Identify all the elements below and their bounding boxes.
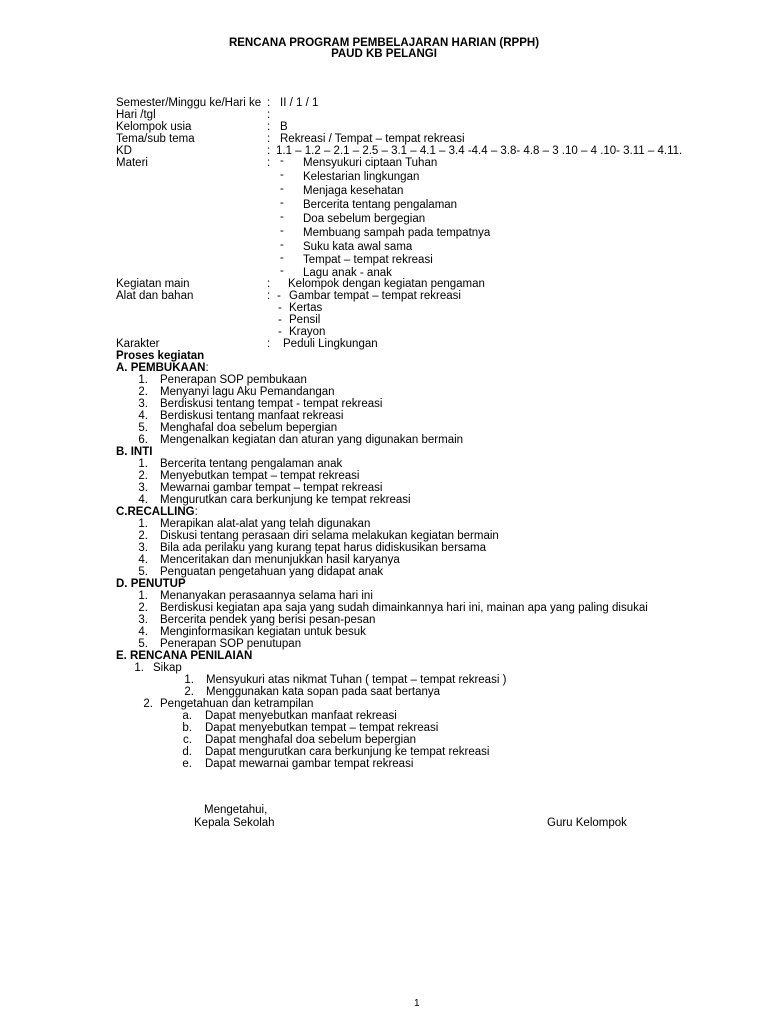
pk-item-letter: c. xyxy=(183,734,192,746)
info-label: Kelompok usia xyxy=(116,121,192,133)
materi-item-text: Lagu anak - anak xyxy=(303,267,392,279)
section-item-text: Bila ada perilaku yang kurang tepat harus didiskusikan bersama xyxy=(160,542,487,554)
materi-item-text: Membuang sampah pada tempatnya xyxy=(303,227,491,239)
pk-number: 2. xyxy=(143,698,153,710)
materi-dash: - xyxy=(280,197,284,209)
kegiatan-main-value: Kelompok dengan kegiatan pengaman xyxy=(288,278,485,290)
alat-bahan-dash: - xyxy=(278,314,282,326)
section-item-text: Menyebutkan tempat – tempat rekreasi xyxy=(160,470,360,482)
section-item-number: 6. xyxy=(138,434,148,446)
signature-guru-kelompok: Guru Kelompok xyxy=(547,817,627,829)
info-label: Tema/sub tema xyxy=(116,133,195,145)
section-item-number: 4. xyxy=(138,626,148,638)
karakter-colon: : xyxy=(267,338,271,350)
alat-bahan-dash: - xyxy=(278,326,282,338)
section-heading-text: C.RECALLING xyxy=(116,506,195,518)
section-heading-text: A. PEMBUKAAN xyxy=(116,362,206,374)
info-colon: : xyxy=(267,121,271,133)
section-item-number: 5. xyxy=(138,422,148,434)
section-item-text: Menceritakan dan menunjukkan hasil karyanya xyxy=(160,554,400,566)
section-heading-colon: : xyxy=(205,362,209,374)
section-item-text: Penguatan pengetahuan yang didapat anak xyxy=(160,566,384,578)
section-item-text: Berdiskusi tentang tempat - tempat rekreasi xyxy=(160,398,383,410)
section-item-number: 4. xyxy=(138,494,148,506)
materi-colon: : xyxy=(267,157,271,169)
section-item-text: Bercerita pendek yang berisi pesan-pesan xyxy=(160,614,376,626)
section-item-number: 3. xyxy=(138,398,148,410)
page-number: 1 xyxy=(414,998,420,1009)
section-heading xyxy=(116,446,152,458)
karakter-value: Peduli Lingkungan xyxy=(283,338,378,350)
info-colon: : xyxy=(267,133,271,145)
alat-bahan-label: Alat dan bahan xyxy=(116,290,194,302)
section-item-text: Menginformasikan kegiatan untuk besuk xyxy=(160,626,366,638)
materi-dash: - xyxy=(280,239,284,251)
section-item-number: 1. xyxy=(138,374,148,386)
section-item-number: 2. xyxy=(138,602,148,614)
info-colon: : xyxy=(267,145,271,157)
section-item-text: Mewarnai gambar tempat – tempat rekreasi xyxy=(160,482,383,494)
section-item-text: Menghafal doa sebelum bepergian xyxy=(160,422,338,434)
section-heading xyxy=(116,506,198,518)
info-label: Hari /tgl xyxy=(116,109,156,121)
alat-bahan-item-text: Kertas xyxy=(289,302,323,314)
section-item-number: 1. xyxy=(138,590,148,602)
section-item-number: 3. xyxy=(138,614,148,626)
section-item-text: Penerapan SOP pembukaan xyxy=(160,374,307,386)
section-item-number: 3. xyxy=(138,542,148,554)
materi-item-text: Bercerita tentang pengalaman xyxy=(303,199,458,211)
section-item-text: Merapikan alat-alat yang telah digunakan xyxy=(160,518,371,530)
section-item-text: Mengenalkan kegiatan dan aturan yang digunakan bermain xyxy=(160,434,464,446)
pk-item-text: Dapat menyebutkan manfaat rekreasi xyxy=(205,710,397,722)
sikap-item-text: Menggunakan kata sopan pada saat bertanya xyxy=(206,686,441,698)
document-subtitle: PAUD KB PELANGI xyxy=(331,48,437,60)
alat-bahan-item-text: Pensil xyxy=(289,314,321,326)
proses-kegiatan-label: Proses kegiatan xyxy=(116,350,205,362)
section-item-number: 1. xyxy=(138,458,148,470)
info-value: II / 1 / 1 xyxy=(280,97,319,109)
section-heading-colon: : xyxy=(194,506,198,518)
alat-bahan-item-text: Krayon xyxy=(289,326,326,338)
karakter-label: Karakter xyxy=(116,338,160,350)
info-label: Semester/Minggu ke/Hari ke xyxy=(116,97,262,109)
info-value: Rekreasi / Tempat – tempat rekreasi xyxy=(280,133,465,145)
pk-item-letter: a. xyxy=(182,710,192,722)
sikap-item-text: Mensyukuri atas nikmat Tuhan ( tempat – tempat rekreasi ) xyxy=(206,674,507,686)
signature-mengetahui: Mengetahui, xyxy=(204,804,268,816)
section-item-number: 2. xyxy=(138,386,148,398)
alat-bahan-dash: - xyxy=(278,302,282,314)
materi-dash: - xyxy=(280,252,284,264)
info-value: B xyxy=(280,121,288,133)
section-heading xyxy=(116,362,209,374)
materi-label: Materi xyxy=(116,157,148,169)
section-item-text: Menyanyi lagu Aku Pemandangan xyxy=(160,386,335,398)
materi-item-text: Menjaga kesehatan xyxy=(303,185,404,197)
materi-item-text: Mensyukuri ciptaan Tuhan xyxy=(303,157,438,169)
kegiatan-main-label: Kegiatan main xyxy=(116,278,190,290)
pk-item-letter: e. xyxy=(182,758,192,770)
section-item-number: 2. xyxy=(138,530,148,542)
kegiatan-main-colon: : xyxy=(267,278,271,290)
info-value: 1.1 – 1.2 – 2.1 – 2.5 – 3.1 – 4.1 – 3.4 -4.4 – 3.8- 4.8 – 3 .10 – 4 .10- 3.11 – 4.11. xyxy=(276,145,683,157)
materi-dash: - xyxy=(280,183,284,195)
section-item-number: 1. xyxy=(138,518,148,530)
info-label: KD xyxy=(116,145,132,157)
section-item-number: 5. xyxy=(138,566,148,578)
sikap-item-number: 2. xyxy=(184,686,194,698)
materi-item-text: Suku kata awal sama xyxy=(303,241,413,253)
sikap-number: 1. xyxy=(134,662,144,674)
section-item-number: 4. xyxy=(138,410,148,422)
section-item-text: Menanyakan perasaannya selama hari ini xyxy=(160,590,373,602)
section-item-text: Bercerita tentang pengalaman anak xyxy=(160,458,343,470)
pk-label: Pengetahuan dan ketrampilan xyxy=(160,698,314,710)
alat-bahan-dash: - xyxy=(277,290,281,302)
materi-item-text: Kelestarian lingkungan xyxy=(303,171,420,183)
section-item-text: Penerapan SOP penutupan xyxy=(160,638,302,650)
section-item-number: 4. xyxy=(138,554,148,566)
section-item-text: Diskusi tentang perasaan diri selama melakukan kegiatan bermain xyxy=(160,530,499,542)
sikap-item-number: 1. xyxy=(184,674,194,686)
section-item-number: 5. xyxy=(138,638,148,650)
section-heading-text: D. PENUTUP xyxy=(116,578,186,590)
section-heading-text: B. INTI xyxy=(116,446,153,458)
sikap-label: Sikap xyxy=(153,662,182,674)
section-heading xyxy=(116,578,186,590)
alat-bahan-colon: : xyxy=(267,290,271,302)
pk-item-letter: d. xyxy=(182,746,192,758)
materi-dash: - xyxy=(280,155,284,167)
materi-item-text: Tempat – tempat rekreasi xyxy=(303,254,433,266)
materi-dash: - xyxy=(280,211,284,223)
pk-item-text: Dapat menghafal doa sebelum bepergian xyxy=(205,734,416,746)
section-item-text: Berdiskusi kegiatan apa saja yang sudah dimainkannya hari ini, mainan apa yang paling disukai xyxy=(160,602,648,614)
pk-item-text: Dapat menyebutkan tempat – tempat rekreasi xyxy=(205,722,439,734)
materi-dash: - xyxy=(280,225,284,237)
pk-item-letter: b. xyxy=(182,722,192,734)
materi-dash: - xyxy=(280,169,284,181)
alat-bahan-item-text: Gambar tempat – tempat rekreasi xyxy=(289,290,461,302)
signature-kepala-sekolah: Kepala Sekolah xyxy=(194,817,275,829)
pk-item-text: Dapat mengurutkan cara berkunjung ke tempat rekreasi xyxy=(205,746,490,758)
materi-dash: - xyxy=(280,265,284,277)
info-colon: : xyxy=(267,109,271,121)
section-item-text: Berdiskusi tentang manfaat rekreasi xyxy=(160,410,344,422)
materi-item-text: Doa sebelum bergegian xyxy=(303,213,426,225)
section-item-text: Mengurutkan cara berkunjung ke tempat rekreasi xyxy=(160,494,411,506)
section-item-number: 3. xyxy=(138,482,148,494)
pk-item-text: Dapat mewarnai gambar tempat rekreasi xyxy=(205,758,414,770)
document-title: RENCANA PROGRAM PEMBELAJARAN HARIAN (RPPH) xyxy=(228,37,540,49)
info-colon: : xyxy=(267,97,271,109)
penilaian-heading: E. RENCANA PENILAIAN xyxy=(116,650,253,662)
section-item-number: 2. xyxy=(138,470,148,482)
